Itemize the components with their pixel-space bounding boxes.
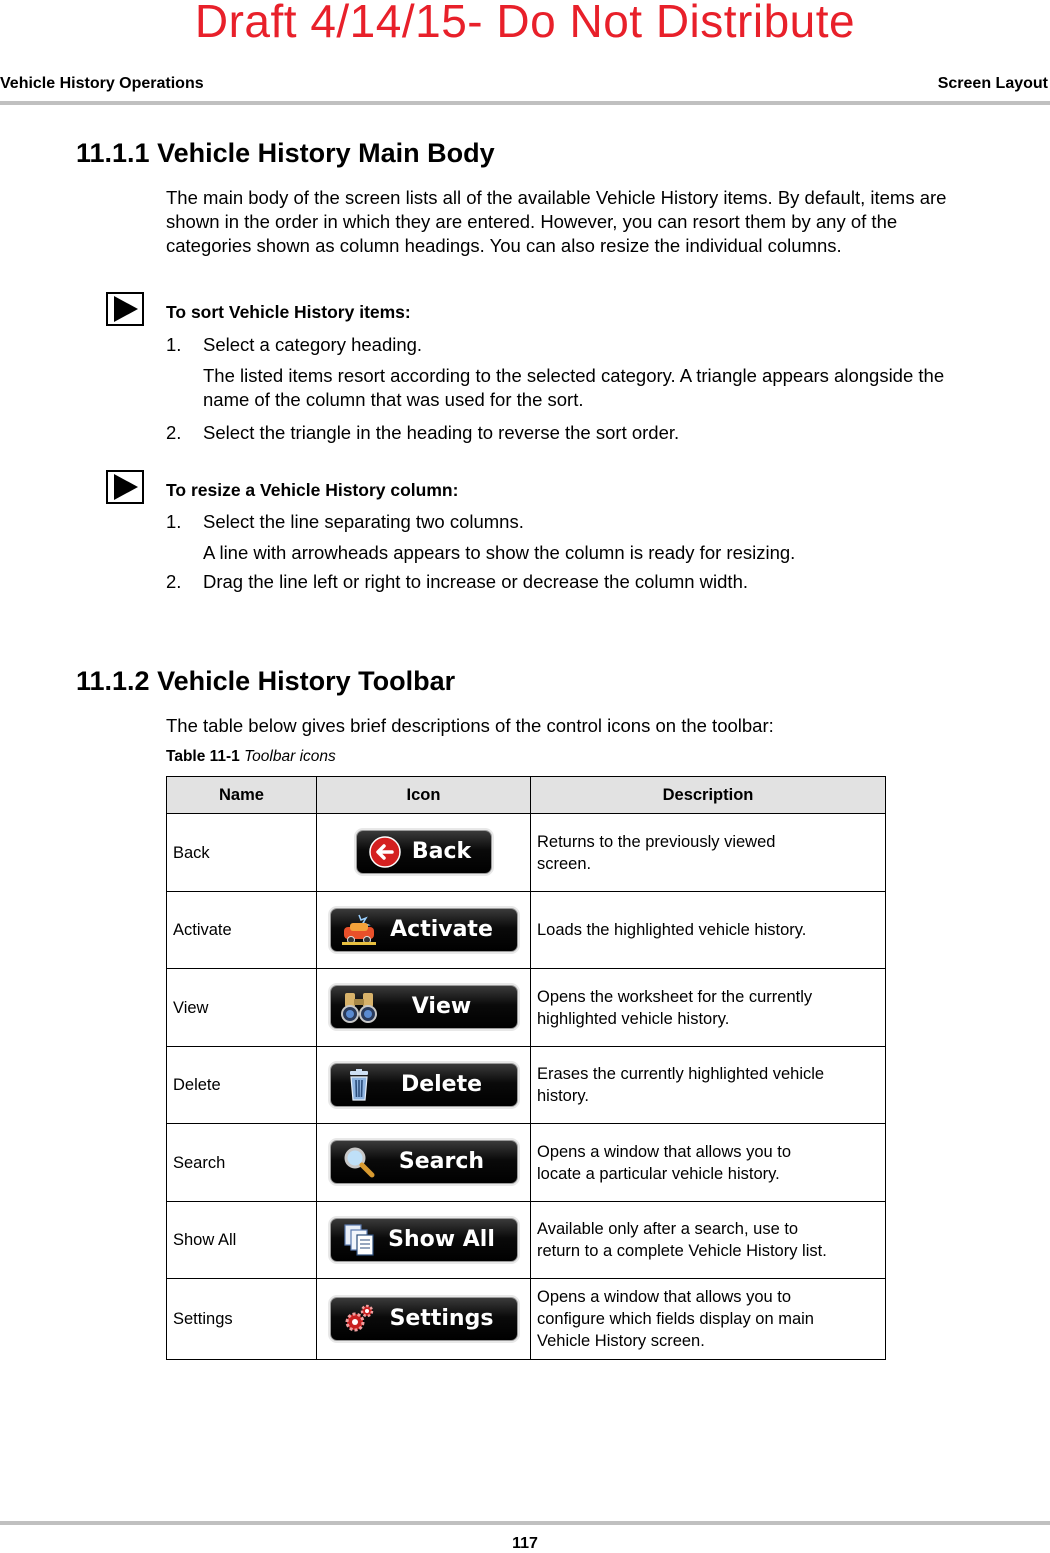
step-sort-1: 1. Select a category heading.	[166, 334, 423, 355]
row-description: Opens a window that allows you to locate a particular vehicle history.	[531, 1124, 886, 1202]
row-name: Search	[167, 1124, 317, 1202]
table-caption: Table 11-1 Toolbar icons	[166, 748, 336, 765]
table-row	[167, 1124, 886, 1202]
column-header-icon: Icon	[317, 777, 531, 814]
back-arrow-icon	[363, 834, 407, 870]
view-toolbar-button: View	[330, 985, 518, 1029]
procedure-arrow-icon	[106, 470, 144, 504]
step-resize-1-result: A line with arrowheads appears to show the column is ready for resizing.	[203, 542, 796, 563]
activate-car-icon	[337, 912, 381, 948]
table-row	[167, 1202, 886, 1279]
row-description: Erases the currently highlighted vehicle history.	[531, 1047, 886, 1124]
procedure-title-resize: To resize a Vehicle History column:	[166, 480, 459, 500]
main-body-paragraph: The main body of the screen lists all of the available Vehicle History items. By default, items are shown in the order in which they are entered. However, you can resort them by any of the categories shown as column headings. You can also resize the individual columns.	[166, 187, 947, 256]
row-description: Opens a window that allows you to configure which fields display on main Vehicle History screen.	[531, 1279, 886, 1360]
row-name: Activate	[167, 892, 317, 969]
procedure-title-sort: To sort Vehicle History items:	[166, 302, 411, 322]
delete-toolbar-button: Delete	[330, 1063, 518, 1107]
step-resize-2: 2. Drag the line left or right to increase or decrease the column width.	[166, 571, 749, 592]
row-icon-cell	[317, 969, 531, 1047]
page-number: 117	[512, 1535, 538, 1552]
gears-icon	[337, 1301, 381, 1337]
table-row	[167, 969, 886, 1047]
table-row	[167, 814, 886, 892]
table-row	[167, 1279, 886, 1360]
step-sort-2: 2. Select the triangle in the heading to reverse the sort order.	[166, 422, 680, 443]
row-description: Available only after a search, use to return to a complete Vehicle History list.	[531, 1202, 886, 1279]
row-name: Back	[167, 814, 317, 892]
row-icon-cell	[317, 1124, 531, 1202]
section-heading-main-body: 11.1.1 Vehicle History Main Body	[76, 138, 495, 168]
row-icon-cell	[317, 1202, 531, 1279]
running-header-left: Vehicle History Operations	[0, 75, 204, 92]
step-resize-1: 1. Select the line separating two columns.	[166, 511, 524, 532]
row-description: Loads the highlighted vehicle history.	[531, 892, 886, 969]
trash-can-icon	[337, 1067, 381, 1103]
settings-toolbar-button: Settings	[330, 1297, 518, 1341]
show-all-toolbar-button: Show All	[330, 1218, 518, 1262]
toolbar-intro: The table below gives brief descriptions of the control icons on the toolbar:	[166, 715, 774, 736]
row-icon-cell	[317, 1279, 531, 1360]
toolbar-icons-table	[166, 776, 886, 1360]
documents-icon	[337, 1222, 381, 1258]
search-toolbar-button: Search	[330, 1140, 518, 1184]
row-description: Opens the worksheet for the currently highlighted vehicle history.	[531, 969, 886, 1047]
table-header-row	[167, 777, 886, 814]
section-heading-toolbar: 11.1.2 Vehicle History Toolbar	[76, 666, 456, 696]
row-name: Settings	[167, 1279, 317, 1360]
footer-rule	[0, 1521, 1050, 1525]
column-header-description: Description	[531, 777, 886, 814]
row-icon-cell	[317, 814, 531, 892]
running-header-right: Screen Layout	[937, 75, 1048, 92]
row-icon-cell	[317, 892, 531, 969]
header-rule	[0, 101, 1050, 105]
row-icon-cell	[317, 1047, 531, 1124]
back-toolbar-button: Back	[356, 830, 492, 874]
step-sort-1-result: The listed items resort according to the selected category. A triangle appears alongside the name of the column that was used for the sort.	[203, 365, 945, 410]
binoculars-icon	[337, 989, 381, 1025]
row-description: Returns to the previously viewed screen.	[531, 814, 886, 892]
draft-watermark: Draft 4/14/15- Do Not Distribute	[194, 0, 856, 47]
table-row	[167, 1047, 886, 1124]
magnifier-icon	[337, 1144, 381, 1180]
row-name: Delete	[167, 1047, 317, 1124]
procedure-arrow-icon	[106, 292, 144, 326]
table-row	[167, 892, 886, 969]
row-name: Show All	[167, 1202, 317, 1279]
activate-toolbar-button: Activate	[330, 908, 518, 952]
row-name: View	[167, 969, 317, 1047]
column-header-name: Name	[167, 777, 317, 814]
